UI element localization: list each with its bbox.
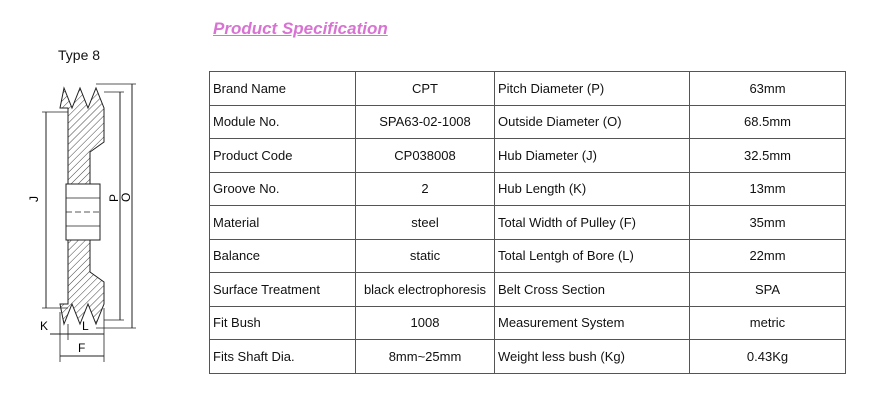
spec-value: 32.5mm	[690, 139, 846, 173]
spec-value: black electrophoresis	[356, 273, 495, 307]
spec-value: 8mm~25mm	[356, 340, 495, 374]
spec-label: Pitch Diameter (P)	[495, 72, 690, 106]
spec-label: Measurement System	[495, 306, 690, 340]
table-row	[210, 206, 846, 240]
table-row	[210, 105, 846, 139]
spec-value: static	[356, 239, 495, 273]
table-row	[210, 139, 846, 173]
spec-label: Hub Length (K)	[495, 172, 690, 206]
dim-label-f: F	[78, 341, 86, 355]
dim-label-o: O	[119, 192, 133, 202]
spec-label: Belt Cross Section	[495, 273, 690, 307]
pulley-cross-section-drawing	[20, 72, 200, 372]
spec-value: CPT	[356, 72, 495, 106]
spec-label: Balance	[210, 239, 356, 273]
spec-value: 1008	[356, 306, 495, 340]
upper-rim-section	[60, 88, 104, 184]
spec-value: steel	[356, 206, 495, 240]
table-row	[210, 72, 846, 106]
spec-value: 35mm	[690, 206, 846, 240]
dim-label-l: L	[82, 319, 89, 333]
table-row	[210, 239, 846, 273]
spec-value: 63mm	[690, 72, 846, 106]
spec-value: metric	[690, 306, 846, 340]
spec-label: Fits Shaft Dia.	[210, 340, 356, 374]
table-row	[210, 306, 846, 340]
spec-label: Outside Diameter (O)	[495, 105, 690, 139]
spec-label: Total Width of Pulley (F)	[495, 206, 690, 240]
spec-label: Total Lentgh of Bore (L)	[495, 239, 690, 273]
table-row	[210, 172, 846, 206]
spec-label: Hub Diameter (J)	[495, 139, 690, 173]
table-row	[210, 340, 846, 374]
page-title: Product Specification	[213, 19, 388, 38]
spec-value: 68.5mm	[690, 105, 846, 139]
type-label: Type 8	[58, 47, 101, 63]
spec-value: 22mm	[690, 239, 846, 273]
table-row	[210, 273, 846, 307]
spec-label: Fit Bush	[210, 306, 356, 340]
spec-label: Weight less bush (Kg)	[495, 340, 690, 374]
spec-value: SPA	[690, 273, 846, 307]
dim-label-p: P	[107, 193, 121, 202]
dim-label-j: J	[27, 196, 41, 202]
dim-label-k: K	[40, 319, 49, 333]
spec-label: Product Code	[210, 139, 356, 173]
spec-value: CP038008	[356, 139, 495, 173]
spec-value: 13mm	[690, 172, 846, 206]
spec-label: Module No.	[210, 105, 356, 139]
spec-label: Surface Treatment	[210, 273, 356, 307]
spec-label: Brand Name	[210, 72, 356, 106]
spec-value: 2	[356, 172, 495, 206]
spec-label: Groove No.	[210, 172, 356, 206]
lower-rim-section	[60, 240, 104, 324]
spec-label: Material	[210, 206, 356, 240]
spec-table	[209, 71, 846, 374]
spec-value: SPA63-02-1008	[356, 105, 495, 139]
spec-value: 0.43Kg	[690, 340, 846, 374]
